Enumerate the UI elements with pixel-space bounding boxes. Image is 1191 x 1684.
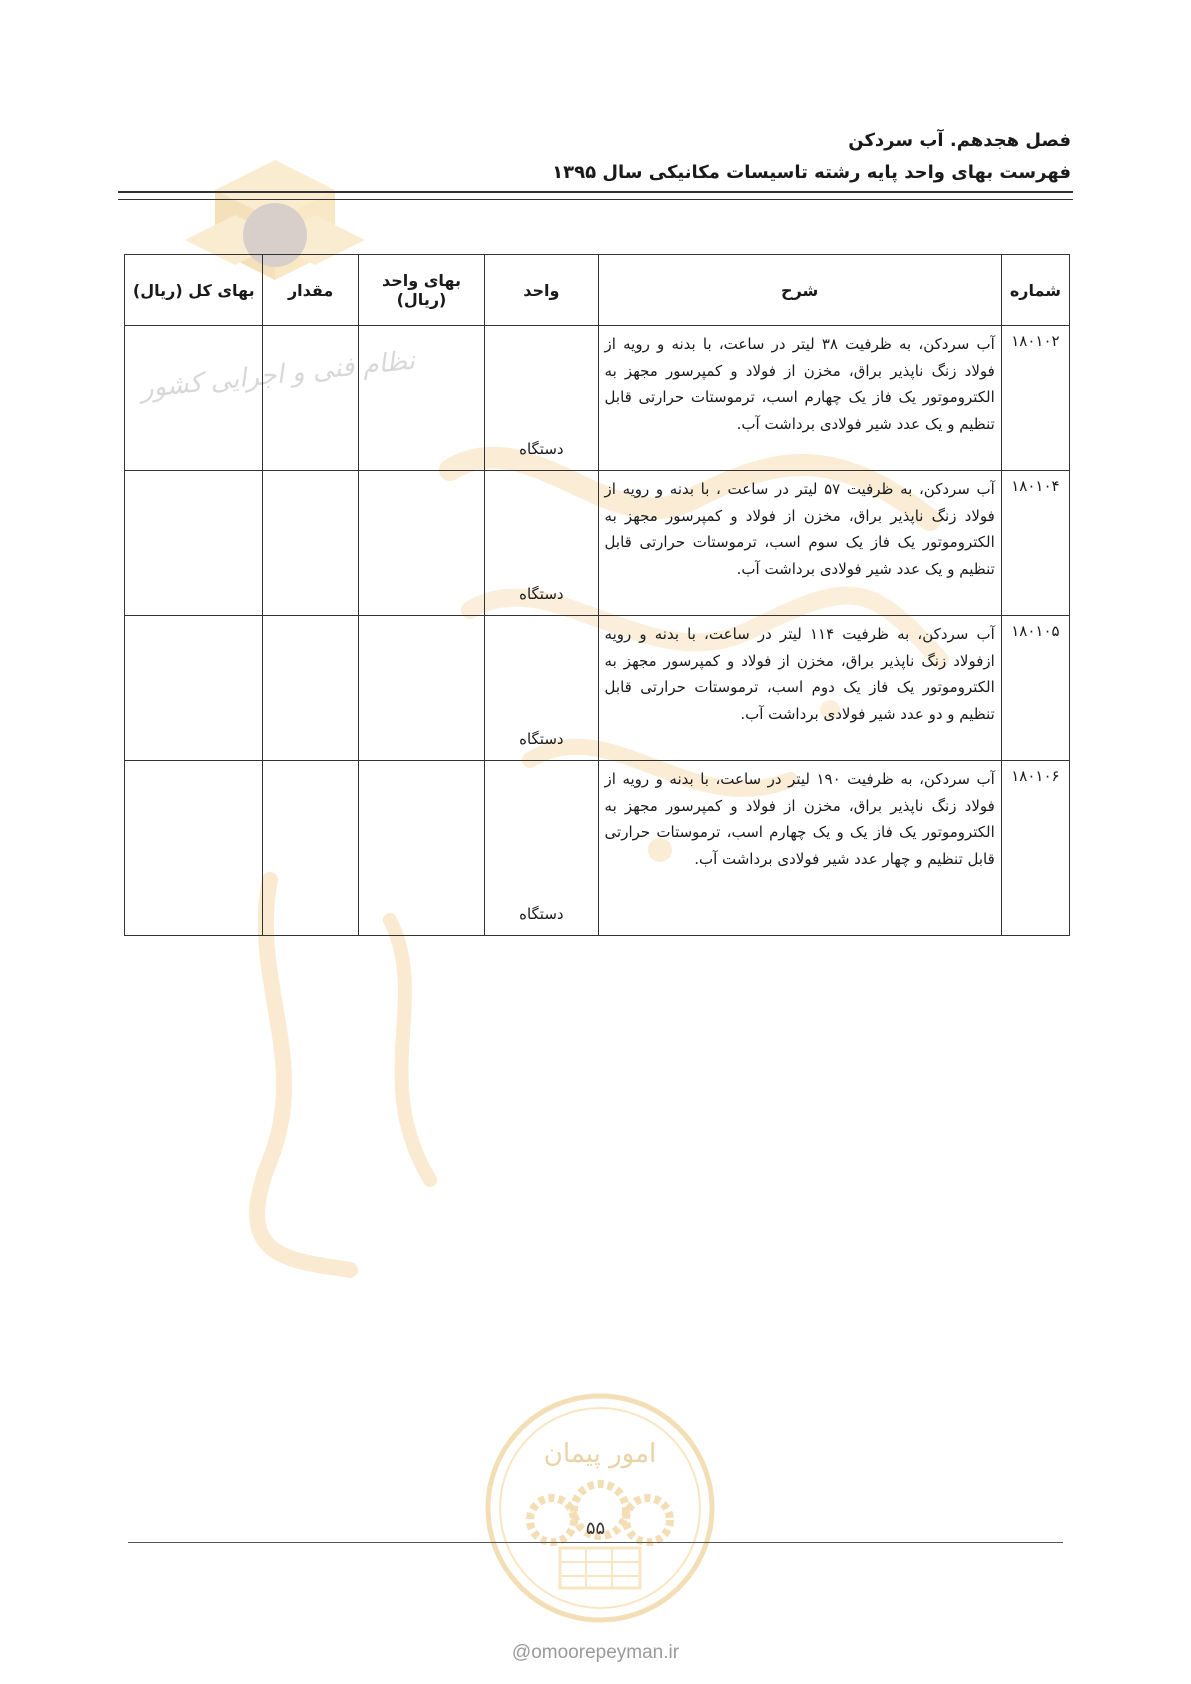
item-unit-price: [358, 471, 484, 616]
footer-divider: [128, 1542, 1063, 1543]
table-row: [125, 761, 1070, 936]
column-header-description: شرح: [598, 255, 1001, 326]
item-quantity: [263, 616, 358, 761]
item-unit-price: [358, 761, 484, 936]
document-title: فهرست بهای واحد پایه رشته تاسیسات مکانیکی سال ۱۳۹۵: [552, 162, 1071, 183]
table-row: [125, 326, 1070, 471]
item-number: ۱۸۰۱۰۴: [1001, 471, 1069, 616]
table-header-row: [125, 255, 1070, 326]
item-total-price: [125, 326, 263, 471]
item-description: آب سردکن، به ظرفیت ۵۷ لیتر در ساعت ، با بدنه و رویه از فولاد زنگ ناپذیر براق، مخزن از فولاد و کمپرسور مجهز به الکتروموتور یک فاز یک سوم اسب، ترموستات حرارتی قابل تنظیم و یک عدد شیر فولادی برداشت آب.: [598, 471, 1001, 616]
page-header: [120, 128, 1071, 186]
column-header-total-price: بهای کل (ریال): [125, 255, 263, 326]
item-quantity: [263, 326, 358, 471]
item-quantity: [263, 761, 358, 936]
item-total-price: [125, 471, 263, 616]
item-number: ۱۸۰۱۰۶: [1001, 761, 1069, 936]
seal-text: امور پیمان: [543, 1439, 657, 1469]
chapter-title: فصل هجدهم. آب سردکن: [848, 130, 1071, 151]
item-number: ۱۸۰۱۰۵: [1001, 616, 1069, 761]
faded-watermark-text: نظام فنی و اجرایی کشور: [139, 345, 417, 405]
item-description: آب سردکن، به ظرفیت ۱۹۰ لیتر در ساعت، با بدنه و رویه از فولاد زنگ ناپذیر براق، مخزن از فولاد و کمپرسور مجهز به الکتروموتور یک فاز یک و یک چهارم اسب، ترموستات حرارتی قابل تنظیم و چهار عدد شیر فولادی برداشت آب.: [598, 761, 1001, 936]
column-header-quantity: مقدار: [263, 255, 358, 326]
column-header-unit-price: [358, 255, 484, 326]
item-unit: دستگاه: [485, 616, 598, 761]
item-unit: دستگاه: [485, 761, 598, 936]
item-unit: دستگاه: [485, 326, 598, 471]
header-divider: [118, 191, 1073, 200]
unit-price-currency: (ریال): [396, 290, 447, 309]
item-unit-price: [358, 326, 484, 471]
omoor-peyman-seal: [482, 1390, 718, 1626]
website-watermark: @omoorepeyman.ir: [511, 1642, 680, 1663]
price-list-table: [124, 254, 1070, 936]
item-number: ۱۸۰۱۰۲: [1001, 326, 1069, 471]
table-row: [125, 471, 1070, 616]
unit-price-label: بهای واحد: [381, 271, 461, 290]
item-total-price: [125, 761, 263, 936]
item-unit: دستگاه: [485, 471, 598, 616]
item-description: آب سردکن، به ظرفیت ۱۱۴ لیتر در ساعت، با بدنه و رویه ازفولاد زنگ ناپذیر براق، مخزن از فولاد و کمپرسور مجهز به الکتروموتور یک فاز یک دوم اسب، ترموستات حرارتی قابل تنظیم و دو عدد شیر فولادی برداشت آب.: [598, 616, 1001, 761]
column-header-unit: واحد: [485, 255, 598, 326]
column-header-number: شماره: [1001, 255, 1069, 326]
item-total-price: [125, 616, 263, 761]
table-row: [125, 616, 1070, 761]
item-description: آب سردکن، به ظرفیت ۳۸ لیتر در ساعت، با بدنه و رویه از فولاد زنگ ناپذیر براق، مخزن از فولاد و کمپرسور مجهز به الکتروموتور یک فاز یک چهارم اسب، ترموستات حرارتی قابل تنظیم و یک عدد شیر فولادی برداشت آب.: [598, 326, 1001, 471]
item-quantity: [263, 471, 358, 616]
item-unit-price: [358, 616, 484, 761]
page-number: ۵۵: [585, 1518, 606, 1539]
